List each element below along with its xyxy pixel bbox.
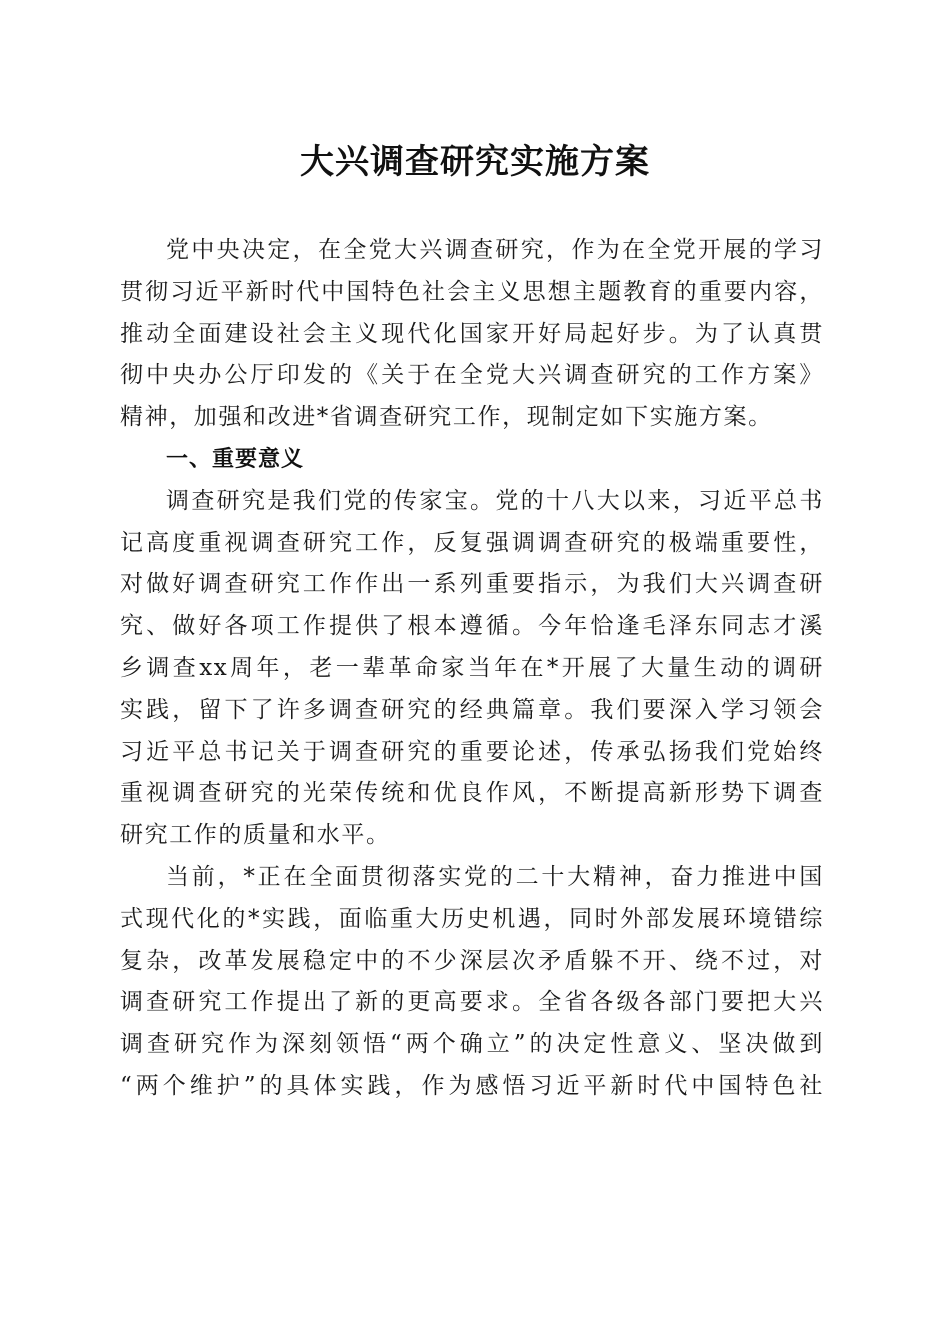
text-line: 党中央决定，在全党大兴调查研究，作为在全党开展的学习	[166, 237, 824, 263]
paragraph-significance	[120, 481, 824, 857]
text-line: 调查研究工作提出了新的更高要求。全省各级各部门要把大兴	[120, 989, 824, 1016]
section-heading: 一、重要意义	[166, 446, 305, 472]
text-line: 乡调查xx周年，老一辈革命家当年在*开展了大量生动的调研	[120, 654, 824, 681]
text-line: 究、做好各项工作提供了根本遵循。今年恰逢毛泽东同志才溪	[120, 613, 824, 640]
text-line: 推动全面建设社会主义现代化国家开好局起好步。为了认真贯	[120, 320, 824, 347]
text-line: 彻中央办公厅印发的《关于在全党大兴调查研究的工作方案》	[120, 362, 824, 389]
text-line: 记高度重视调查研究工作，反复强调调查研究的极端重要性，	[120, 529, 824, 556]
text-line: 调查研究是我们党的传家宝。党的十八大以来，习近平总书	[166, 487, 824, 514]
text-line: 式现代化的*实践，面临重大历史机遇，同时外部发展环境错综	[120, 905, 824, 932]
document-body	[120, 230, 824, 1108]
text-line: 复杂，改革发展稳定中的不少深层次矛盾躲不开、绕不过，对	[120, 947, 824, 974]
text-line: 调查研究作为深刻领悟“两个确立”的决定性意义、坚决做到	[120, 1031, 824, 1058]
document-title: 大兴调查研究实施方案	[300, 142, 650, 182]
text-line: “两个维护”的具体实践，作为感悟习近平新时代中国特色社	[120, 1072, 824, 1099]
text-line: 习近平总书记关于调查研究的重要论述，传承弘扬我们党始终	[120, 738, 824, 765]
text-line: 贯彻习近平新时代中国特色社会主义思想主题教育的重要内容，	[120, 278, 824, 305]
text-line: 重视调查研究的光荣传统和优良作风，不断提高新形势下调查	[120, 780, 824, 807]
text-line: 实践，留下了许多调查研究的经典篇章。我们要深入学习领会	[120, 696, 824, 723]
text-line: 当前，*正在全面贯彻落实党的二十大精神，奋力推进中国	[166, 863, 824, 890]
text-line: 对做好调查研究工作作出一系列重要指示，为我们大兴调查研	[120, 571, 824, 598]
text-line: 精神，加强和改进*省调查研究工作，现制定如下实施方案。	[120, 404, 773, 431]
paragraph-intro	[120, 230, 824, 439]
paragraph-current-situation	[120, 857, 824, 1108]
text-line: 研究工作的质量和水平。	[120, 822, 391, 849]
